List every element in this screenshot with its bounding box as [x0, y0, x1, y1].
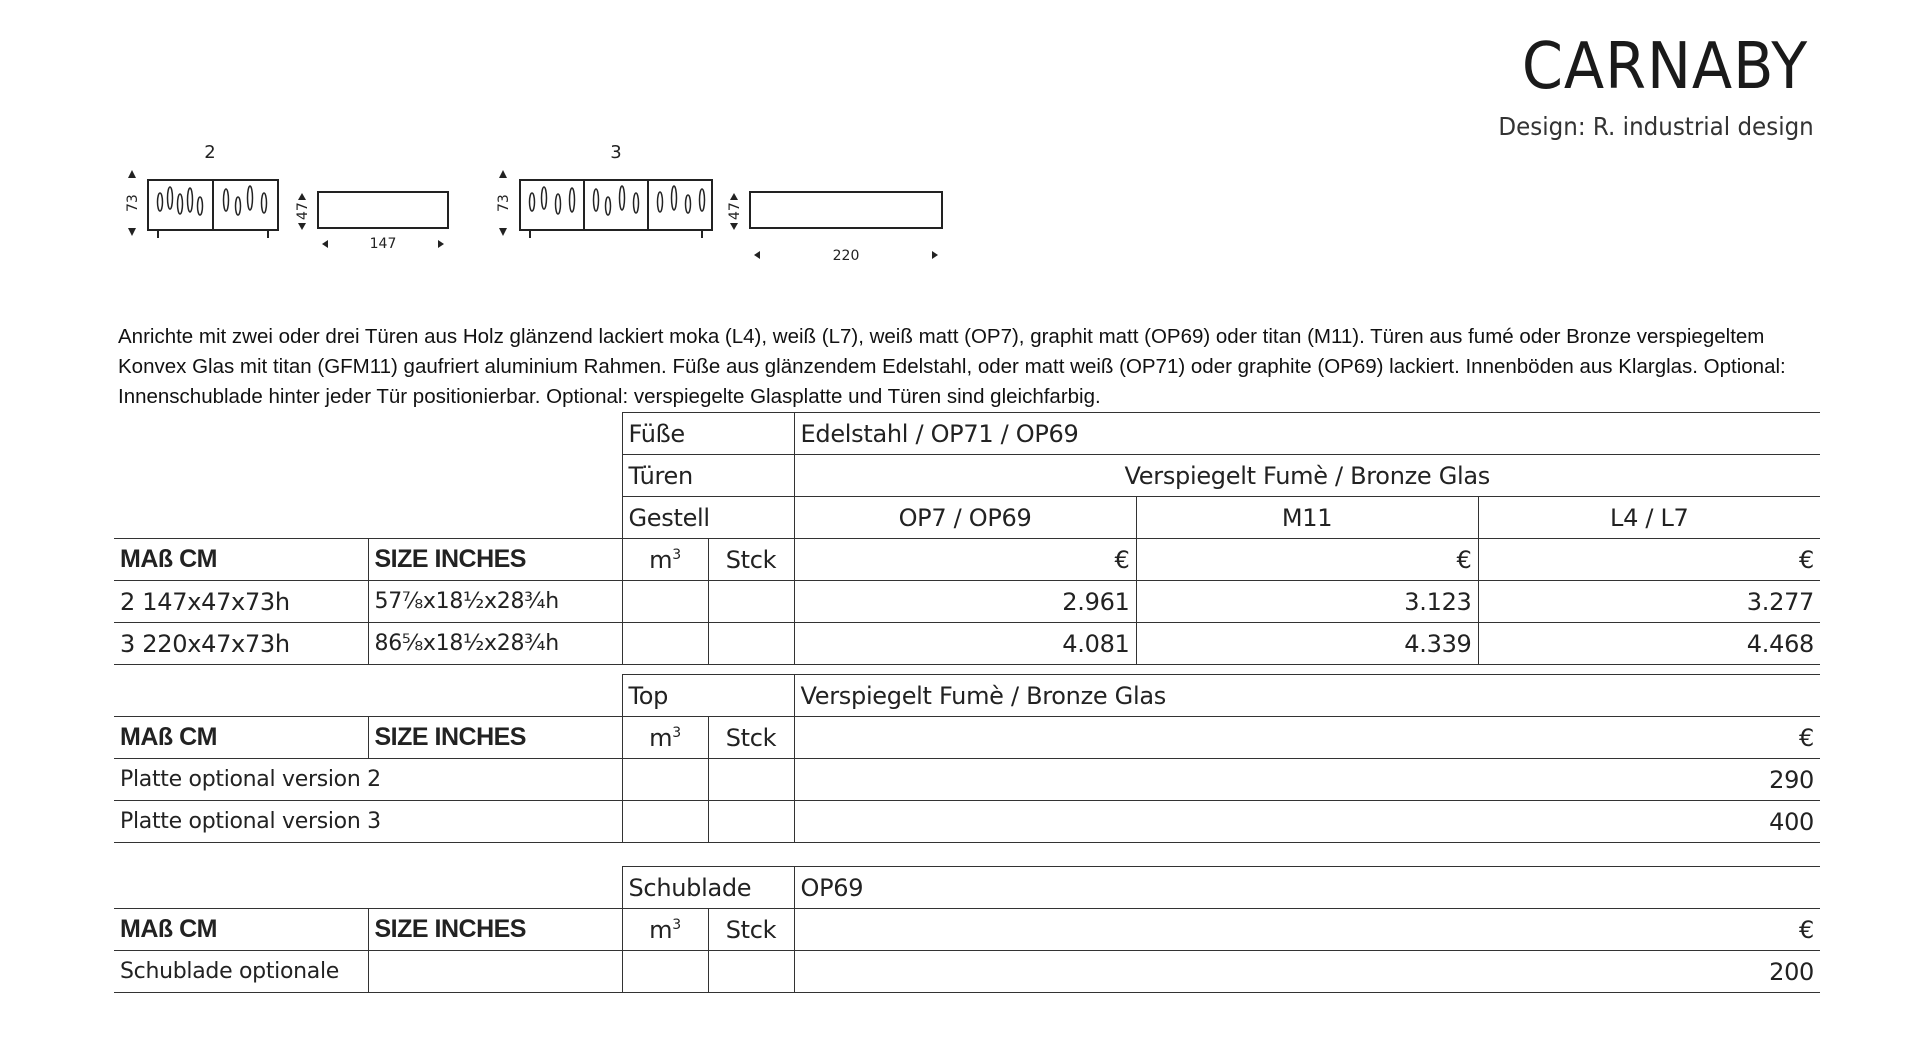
- row-cm: 3 220x47x73h: [114, 623, 368, 665]
- drawer-row-name: Schublade optionale: [114, 951, 368, 993]
- fuesse-value: Edelstahl / OP71 / OP69: [794, 413, 1820, 455]
- col-size-inches: SIZE INCHES: [368, 717, 622, 759]
- drawing-label-3: 3: [610, 142, 622, 163]
- brand-title: CARNABY: [1521, 30, 1808, 104]
- col-mass-cm: MAß CM: [114, 909, 368, 951]
- finish-l4: L4 / L7: [1478, 497, 1820, 539]
- price-op7: 2.961: [794, 581, 1136, 623]
- tueren-label: Türen: [622, 455, 794, 497]
- col-m3: $m^3$: [622, 909, 708, 951]
- height-label-3: 73: [496, 194, 512, 212]
- price-m11: 4.339: [1136, 623, 1478, 665]
- top-row-name: Platte optional version 2: [114, 759, 622, 801]
- top-row-price: 400: [794, 801, 1820, 843]
- row-cm: 2 147x47x73h: [114, 581, 368, 623]
- price-op7: 4.081: [794, 623, 1136, 665]
- row-inches: 57⅞x18½x28¾h: [368, 581, 622, 623]
- finish-m11: M11: [1136, 497, 1478, 539]
- col-eur-op7: €: [794, 539, 1136, 581]
- top-row-price: 290: [794, 759, 1820, 801]
- price-l4: 3.277: [1478, 581, 1820, 623]
- front-view-3: [520, 180, 712, 230]
- designer-credit: Design: R. industrial design: [1498, 112, 1814, 141]
- col-mass-cm: MAß CM: [114, 539, 368, 581]
- table-row: [114, 623, 1820, 665]
- drawer-row-price: 200: [794, 951, 1820, 993]
- drawing-label-2: 2: [204, 142, 216, 163]
- depth-label-3: 47: [727, 202, 743, 220]
- table-row: [114, 801, 1820, 843]
- col-m3: $m^3$: [622, 717, 708, 759]
- width-label-2: 147: [369, 236, 397, 252]
- height-mark-2: [125, 170, 141, 236]
- price-m11: 3.123: [1136, 581, 1478, 623]
- finish-op7: OP7 / OP69: [794, 497, 1136, 539]
- fuesse-label: Füße: [622, 413, 794, 455]
- main-price-table: [114, 412, 1820, 665]
- top-view-2: [318, 192, 448, 228]
- height-mark-3: [496, 170, 512, 236]
- top-option-table: [114, 674, 1820, 843]
- table-row: [114, 951, 1820, 993]
- top-value: Verspiegelt Fumè / Bronze Glas: [794, 675, 1820, 717]
- width-label-3: 220: [832, 248, 860, 264]
- col-eur-m11: €: [1136, 539, 1478, 581]
- price-l4: 4.468: [1478, 623, 1820, 665]
- row-inches: 86⅝x18½x28¾h: [368, 623, 622, 665]
- col-eur-l4: €: [1478, 539, 1820, 581]
- depth-mark-2: [295, 193, 311, 230]
- top-label: Top: [622, 675, 794, 717]
- col-eur: €: [794, 717, 1820, 759]
- col-stck: Stck: [708, 909, 794, 951]
- drawer-label: Schublade: [622, 867, 794, 909]
- height-label-2: 73: [125, 194, 141, 212]
- drawer-option-table: [114, 866, 1820, 993]
- col-m3: $m^3$: [622, 539, 708, 581]
- top-view-3: [750, 192, 942, 228]
- col-eur: €: [794, 909, 1820, 951]
- product-description: Anrichte mit zwei oder drei Türen aus Holz glänzend lackiert moka (L4), weiß (L7), weiß matt (OP7), graphit matt (OP69) oder titan (M11). Türen aus fumé oder Bronze verspiegeltem Konvex Glas mit titan (GFM11) gaufriert aluminium Rahmen. Füße aus glänzendem Edelstahl, oder matt weiß (OP71) oder graphite (OP69) lackiert. Innenböden aus Klarglas. Optional: Innenschublade hinter jeder Tür positionierbar. Optional: verspiegelte Glasplatte und Türen sind gleichfarbig.: [118, 325, 1786, 408]
- table-row: [114, 759, 1820, 801]
- depth-mark-3: [727, 193, 743, 230]
- gestell-label: Gestell: [622, 497, 794, 539]
- col-size-inches: SIZE INCHES: [368, 909, 622, 951]
- depth-label-2: 47: [295, 202, 311, 220]
- tueren-value: Verspiegelt Fumè / Bronze Glas: [794, 455, 1820, 497]
- col-stck: Stck: [708, 539, 794, 581]
- top-row-name: Platte optional version 3: [114, 801, 622, 843]
- col-size-inches: SIZE INCHES: [368, 539, 622, 581]
- product-drawing: [118, 140, 978, 270]
- drawer-value: OP69: [794, 867, 1820, 909]
- table-row: [114, 581, 1820, 623]
- col-stck: Stck: [708, 717, 794, 759]
- col-mass-cm: MAß CM: [114, 717, 368, 759]
